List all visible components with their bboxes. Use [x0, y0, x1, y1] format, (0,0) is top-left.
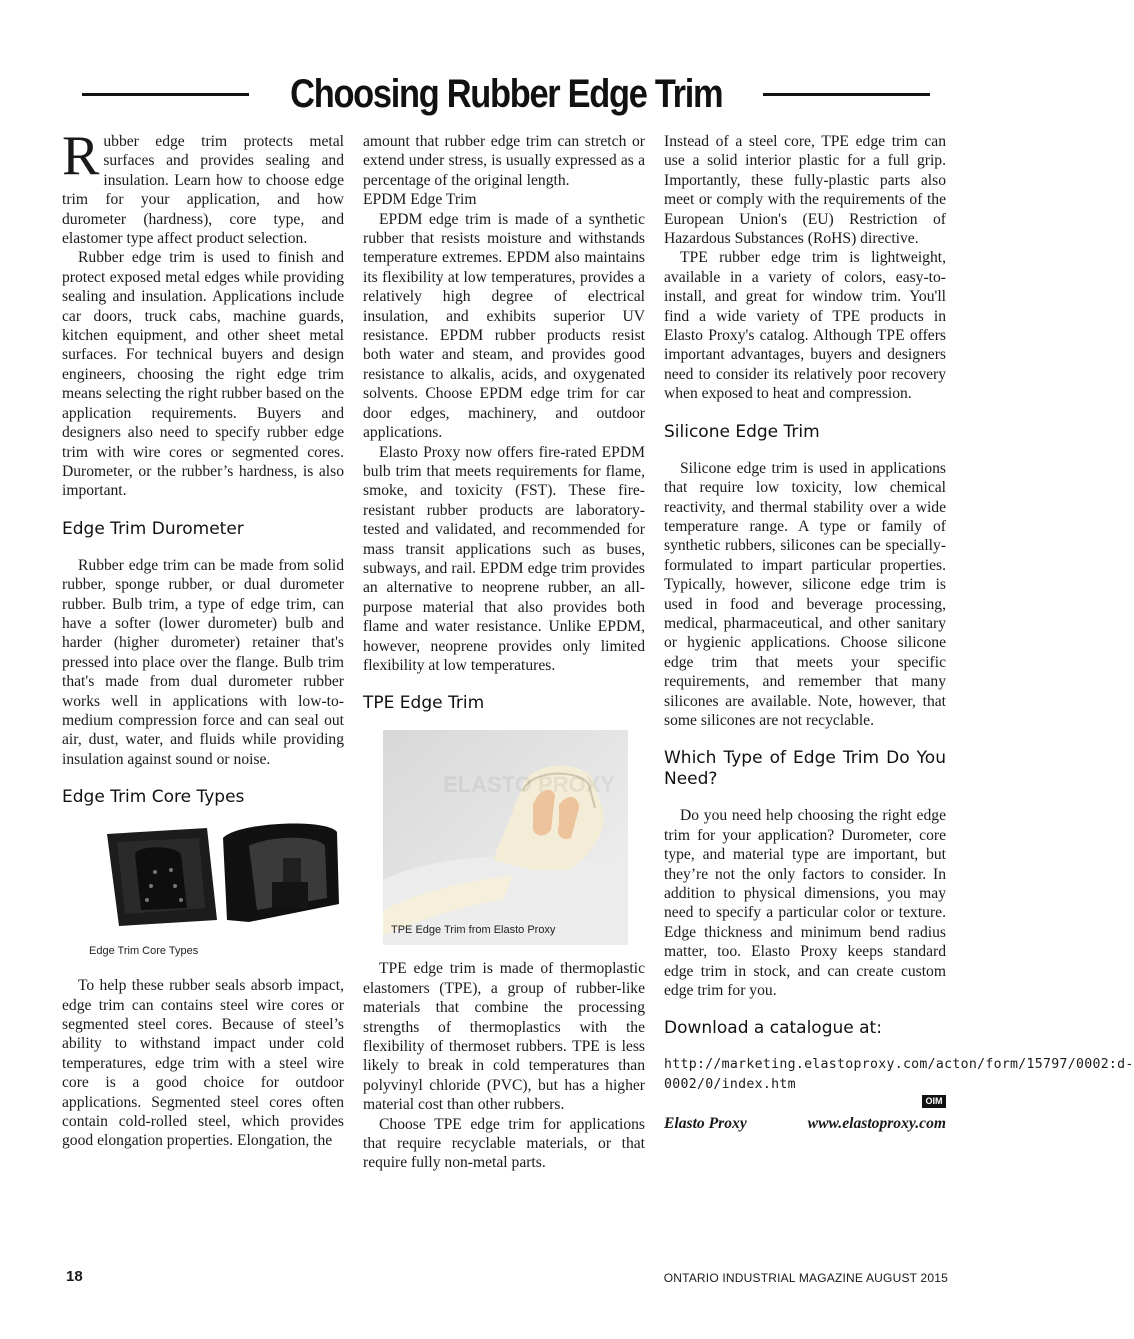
paragraph: TPE rubber edge trim is lightweight, available in a variety of colors, easy-to-install, and great for window trim. You'll find a wide variety of TPE products in Elasto Proxy's catalog. Although TPE offers important advantages, buyers and designers need to consider its relatively poor recovery when exposed to heat and compression. [664, 249, 946, 403]
catalogue-link[interactable]: http://marketing.elastoproxy.com/acton/form/15797/0002:d-0002/0/index.htm [664, 1057, 1134, 1093]
oim-logo: OIM [922, 1095, 946, 1108]
section-heading-which-type: Which Type of Edge Trim Do You Need? [664, 748, 946, 790]
paragraph: To help these rubber seals absorb impact, edge trim can contains steel wire cores or segmented steel cores. Because of steel’s ability to withstand impact under cold temperatures, edge trim with a steel wire core is a good choice for outdoor applications. Segmented steel cores often contain cold-rolled steel, which provides good elongation properties. Elongation, the [62, 977, 344, 1150]
title-rule-right [763, 93, 930, 96]
paragraph: Choose TPE edge trim for applications that require recyclable materials, or that require fully non-metal parts. [363, 1115, 645, 1172]
intro-text: ubber edge trim protects metal surfaces and provides sealing and insulation. Learn how to choose edge trim for your application, and how durometer (hardness), core type, and elastomer type affect product selection. [62, 133, 344, 248]
paragraph: Rubber edge trim is used to finish and protect exposed metal edges while providing sealing and insulation. Applications include car doors, truck cabs, machine guards, kitchen equipment, and other sheet metal surfaces. For technical buyers and design engineers, choosing the right edge trim means selecting the right rubber based on the application requirements. Buyers and designers also need to specify rubber edge trim with wire cores or segmented cores. Durometer, or the rubber’s hardness, is also important. [62, 249, 344, 500]
paragraph: TPE edge trim is made of thermoplastic elastomers (TPE), a group of rubber-like materials that combine the processing strengths of thermoplastics with the flexibility of thermoset rubbers. TPE is less likely to break in cold temperatures than polyvinyl chloride (PVC), but has a higher material cost than other rubbers. [363, 960, 645, 1114]
title-row [82, 68, 930, 120]
company-website-link[interactable]: www.elastoproxy.com [807, 1115, 946, 1133]
column-3 [664, 132, 1134, 1134]
paragraph: Do you need help choosing the right edge trim for your application? Durometer, core type, and material type are important, but they’re not the only factors to consider. In addition to physical dimensions, you may need to specify a particular color or texture. Edge thickness and minimum bend radius matter, too. Elasto Proxy keeps standard edge trim in stock, and can create custom edge trim for you. [664, 807, 946, 1000]
paragraph: amount that rubber edge trim can stretch or extend under stress, is usually expressed as a percentage of the original length. [363, 133, 645, 189]
section-heading-tpe: TPE Edge Trim [363, 693, 485, 714]
section-heading-silicone: Silicone Edge Trim [664, 421, 820, 442]
page-number: 18 [66, 1268, 83, 1285]
watermark-logo: ELASTO PROXY [443, 772, 615, 798]
drop-cap: R [62, 125, 100, 187]
tpe-trim-photo [383, 730, 628, 945]
edge-trim-photo [77, 824, 347, 962]
core-types-figure [77, 824, 347, 962]
title-rule-left [82, 93, 249, 96]
publication-footer: ONTARIO INDUSTRIAL MAGAZINE AUGUST 2015 [663, 1271, 948, 1285]
section-heading-core-types: Edge Trim Core Types [62, 787, 245, 808]
paragraph: Rubber edge trim can be made from solid rubber, sponge rubber, or dual durometer rubber. Bulb trim, a type of edge trim, can have a softer (lower durometer) bulb and harder (higher durometer) retainer that's pressed into place over the flange. Bulb trim that's made from dual durometer rubber works well in applications with low-to-medium compression force and can seal out air, dust, water, and fluids while providing insulation against sound or noise. [62, 556, 344, 768]
figure-caption: Edge Trim Core Types [89, 945, 199, 958]
paragraph: Instead of a steel core, TPE edge trim can use a solid interior plastic for a full grip. Importantly, these fully-plastic parts also meet or comply with the requirements of the European Union's (EU) Restriction of Hazardous Substances (RoHS) directive. [664, 133, 946, 248]
company-name: Elasto Proxy [664, 1115, 747, 1133]
figure-caption: TPE Edge Trim from Elasto Proxy [391, 924, 556, 937]
subheading-epdm: EPDM Edge Trim [363, 191, 477, 209]
column-2 [363, 132, 645, 1173]
paragraph: Elasto Proxy now offers fire-rated EPDM bulb trim that meets requirements for flame, smoke, and toxicity (FST). These fire-resistant rubber products are laboratory-tested and validated, and recommended for mass transit applications such as buses, subways, and rail. EPDM edge trim provides an alternative to neoprene rubber, an all-purpose material that also provides both flame and water resistance. Unlike EPDM, however, neoprene provides only limited flexibility at low temperatures. [363, 443, 645, 674]
paragraph: EPDM edge trim is made of a synthetic rubber that resists moisture and withstands temperature extremes. EPDM also maintains its flexibility at low temperatures, provides a relatively high degree of electrical insulation, and exhibits superior UV resistance. EPDM rubber products resist both water and steam, and provides good resistance to alkalis, acids, and oxygenated solvents. Choose EPDM edge trim for car door edges, machinery, and outdoor applications. [363, 210, 645, 442]
column-1 [62, 125, 344, 1151]
paragraph: Silicone edge trim is used in applications that require low toxicity, low chemical reactivity, and thermal stability over a wide temperature range. A type or family of synthetic rubbers, silicones can be specially-formulated to impart particular properties. Typically, however, silicone edge trim is used in food and beverage processing, medical, pharmaceutical, and other sanitary or hygienic applications. Choose silicone edge trim that meets your specific requirements, and remember that many silicones are available. Note, however, that some silicones are not recyclable. [664, 459, 946, 729]
page-title: Choosing Rubber Edge Trim [289, 71, 723, 116]
signature-row [664, 1114, 946, 1133]
section-heading-durometer: Edge Trim Durometer [62, 518, 244, 539]
section-heading-download: Download a catalogue at: [664, 1018, 882, 1039]
intro-paragraph [62, 125, 344, 248]
tpe-figure [383, 730, 628, 945]
